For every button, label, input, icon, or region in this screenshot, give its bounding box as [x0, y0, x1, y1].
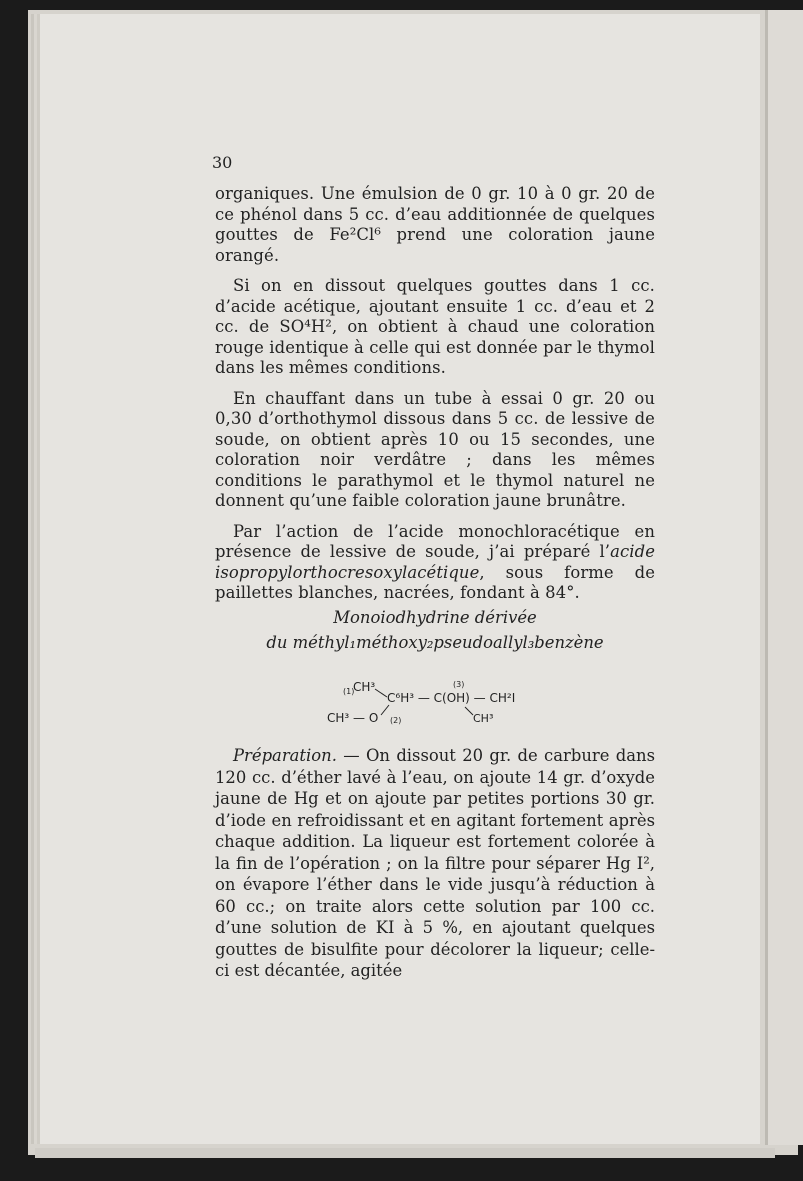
paragraph-4 [215, 522, 655, 604]
paragraph-4-end: , sous forme de paillettes blanches, nacrées, fondant à 84°. [215, 562, 655, 602]
formula-top-ch3: CH³ [353, 680, 376, 694]
paragraph-1: organiques. Une émulsion de 0 gr. 10 à 0 gr. 20 de ce phénol dans 5 cc. d’eau additionnée de quelques gouttes de Fe²Cl⁶ prend une coloration jaune orangé. [215, 184, 655, 265]
body-text [215, 180, 655, 604]
compound-name: acide isopropylorthocresoxylacétique [215, 542, 655, 582]
page-bottom-edge [35, 1148, 775, 1158]
preparation-paragraph [215, 745, 655, 982]
structural-formula [327, 675, 595, 725]
formula-bond-2 [381, 705, 389, 715]
paragraph-4-start: Par l’action de l’acide monochloracétique en présence de lessive de soude, j’ai préparé l’ [215, 521, 655, 561]
formula-methoxy: CH³ — O [327, 711, 379, 725]
preparation-label: Préparation. [233, 746, 337, 765]
formula-pos3: (3) [453, 680, 465, 689]
formula-bond-1 [375, 689, 387, 697]
formula-bottom-ch3: CH³ [473, 712, 494, 725]
paragraph-2: Si on en dissout quelques gouttes dans 1 cc. d’acide acétique, ajoutant ensuite 1 cc. d’eau et 2 cc. de SO⁴H², on obtient à chaud une coloration rouge identique à celle qui est donnée par le thymol dans les mêmes conditions. [215, 276, 655, 377]
section-title [215, 605, 655, 655]
paragraph-3: En chauffant dans un tube à essai 0 gr. 20 ou 0,30 d’orthothymol dissous dans 5 cc. de lessive de soude, on obtient après 10 ou 15 secondes, une coloration noir verdâtre ; dans les mêmes conditions le parathymol et le thymol naturel ne donnent qu’une faible coloration jaune brunâtre. [215, 388, 655, 510]
formula-bond-3 [465, 707, 473, 715]
section-title-line-1: Monoiodhydrine dérivée [333, 608, 537, 627]
formula-pos1: (1) [343, 687, 355, 696]
section-title-line-2: du méthyl₁méthoxy₂pseudoallyl₃benzène [266, 633, 604, 652]
formula-chain: C⁶H³ — C(OH) — CH²I [387, 691, 516, 705]
formula-pos2: (2) [390, 716, 402, 725]
facing-page-edge [765, 10, 803, 1145]
page-number: 30 [212, 153, 233, 172]
preparation-text: — On dissout 20 gr. de carbure dans 120 cc. d’éther lavé à l’eau, on ajoute 14 gr. d’oxyde jaune de Hg et on ajoute par petites portions 30 gr. d’iode en refroidissant et en agitant fortement après chaque addition. La liqueur est fortement colorée à la fin de l’opération ; on la filtre pour séparer Hg I², on évapore l’éther dans le vide jusqu’à réduction à 60 cc.; on traite alors cette solution par 100 cc. d’une solution de KI à 5 %, en ajoutant quelques gouttes de bisulfite pour décolorer la liqueur; celle-ci est décantée, agitée [215, 746, 655, 980]
